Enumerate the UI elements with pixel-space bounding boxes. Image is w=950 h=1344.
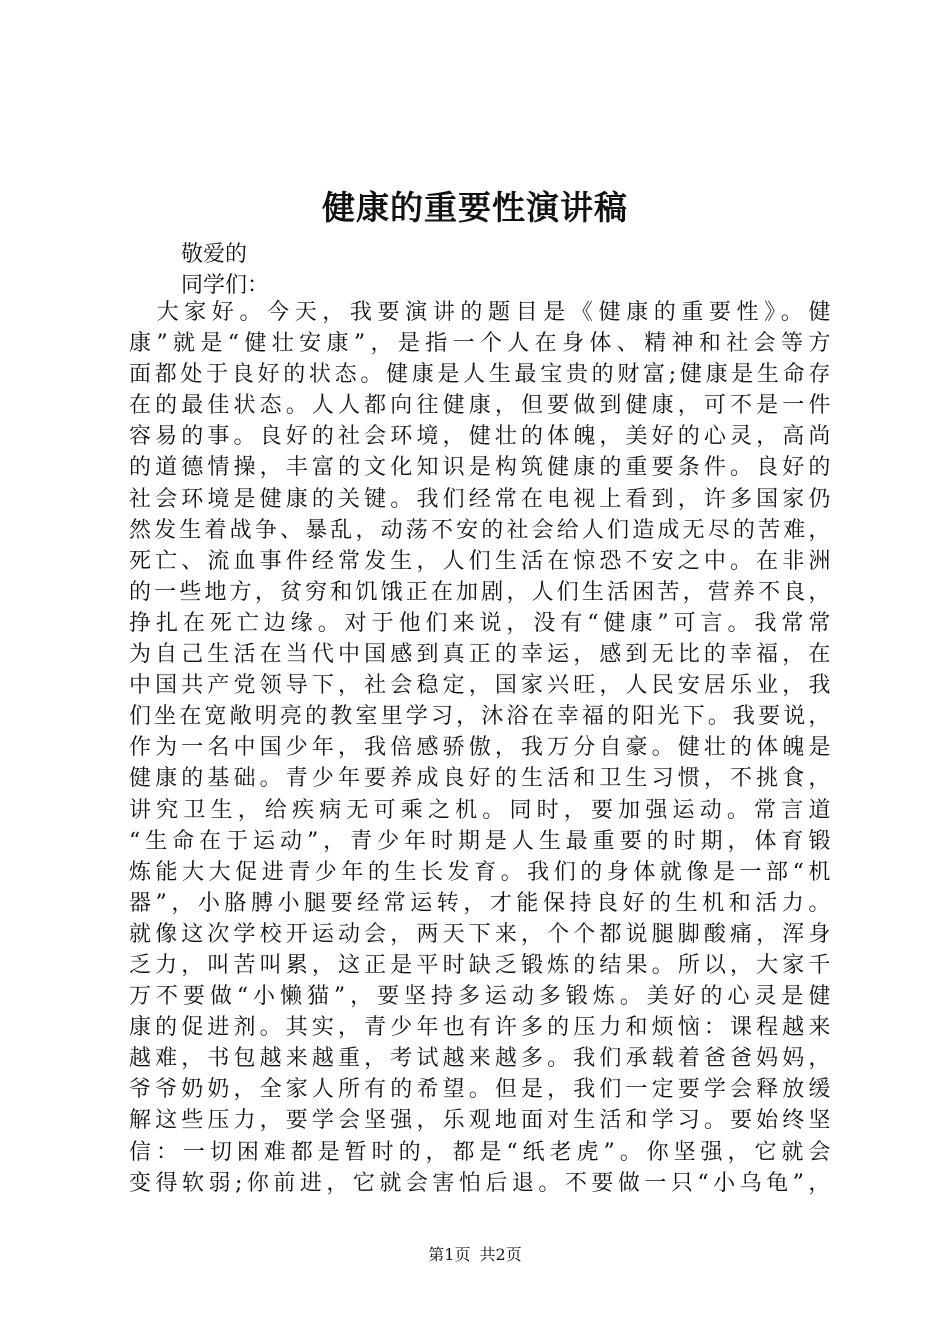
body-line: 的道德情操，丰富的文化知识是构筑健康的重要条件。良好的 [129,455,831,481]
body-line: 大家好。今天，我要演讲的题目是《健康的重要性》。健 [129,300,831,325]
body-line: 器”，小胳膊小腿要经常运转，才能保持良好的生机和活力。 [129,890,831,916]
body-line: “生命在于运动”，青少年时期是人生最重要的时期，体育锻 [129,828,831,854]
body-line: 社会环境是健康的关键。我们经常在电视上看到，许多国家仍 [129,486,831,512]
speech-body [129,297,831,1199]
body-line: 就像这次学校开运动会，两天下来，个个都说腿脚酸痛，浑身 [129,921,831,947]
body-line: 为自己生活在当代中国感到真正的幸运，感到无比的幸福，在 [129,642,831,668]
body-line: 变得软弱;你前进，它就会害怕后退。不要做一只“小乌龟”， [129,1170,831,1196]
body-line: 乏力，叫苦叫累，这正是平时缺乏锻炼的结果。所以，大家千 [129,952,831,978]
body-line: 炼能大大促进青少年的生长发育。我们的身体就像是一部“机 [129,859,831,885]
body-line: 容易的事。良好的社会环境，健壮的体魄，美好的心灵，高尚 [129,424,831,450]
body-line: 在的最佳状态。人人都向往健康，但要做到健康，可不是一件 [129,393,831,419]
body-line: 死亡、流血事件经常发生，人们生活在惊恐不安之中。在非洲 [129,548,831,574]
body-line: 作为一名中国少年，我倍感骄傲，我万分自豪。健壮的体魄是 [129,735,831,761]
salutation-line-2: 同学们： [181,273,270,298]
document-title: 健康的重要性演讲稿 [322,188,628,227]
body-line: 们坐在宽敞明亮的教室里学习，沐浴在幸福的阳光下。我要说， [129,704,831,730]
page-footer: 第1页 共2页 [428,1245,522,1264]
body-line: 然发生着战争、暴乱，动荡不安的社会给人们造成无尽的苦难， [129,517,831,543]
body-line: 的一些地方，贫穷和饥饿正在加剧，人们生活困苦，营养不良， [129,579,831,605]
body-line: 挣扎在死亡边缘。对于他们来说，没有“健康”可言。我常常 [129,610,831,636]
body-line: 面都处于良好的状态。健康是人生最宝贵的财富;健康是生命存 [129,362,831,388]
body-line: 健康的基础。青少年要养成良好的生活和卫生习惯，不挑食， [129,766,831,792]
body-line: 解这些压力，要学会坚强，乐观地面对生活和学习。要始终坚 [129,1108,831,1134]
body-line: 康”就是“健壮安康”，是指一个人在身体、精神和社会等方 [129,331,831,357]
salutation-line-1: 敬爱的 [181,242,248,267]
body-line: 越难，书包越来越重，考试越来越多。我们承载着爸爸妈妈， [129,1046,831,1072]
body-line: 中国共产党领导下，社会稳定，国家兴旺，人民安居乐业，我 [129,673,831,699]
body-line: 万不要做“小懒猫”，要坚持多运动多锻炼。美好的心灵是健 [129,984,831,1010]
body-line: 康的促进剂。其实，青少年也有许多的压力和烦恼：课程越来 [129,1015,831,1041]
body-line: 信：一切困难都是暂时的，都是“纸老虎”。你坚强，它就会 [129,1139,831,1165]
body-line: 爷爷奶奶，全家人所有的希望。但是，我们一定要学会释放缓 [129,1077,831,1103]
body-line: 讲究卫生，给疾病无可乘之机。同时，要加强运动。常言道 [129,797,831,823]
